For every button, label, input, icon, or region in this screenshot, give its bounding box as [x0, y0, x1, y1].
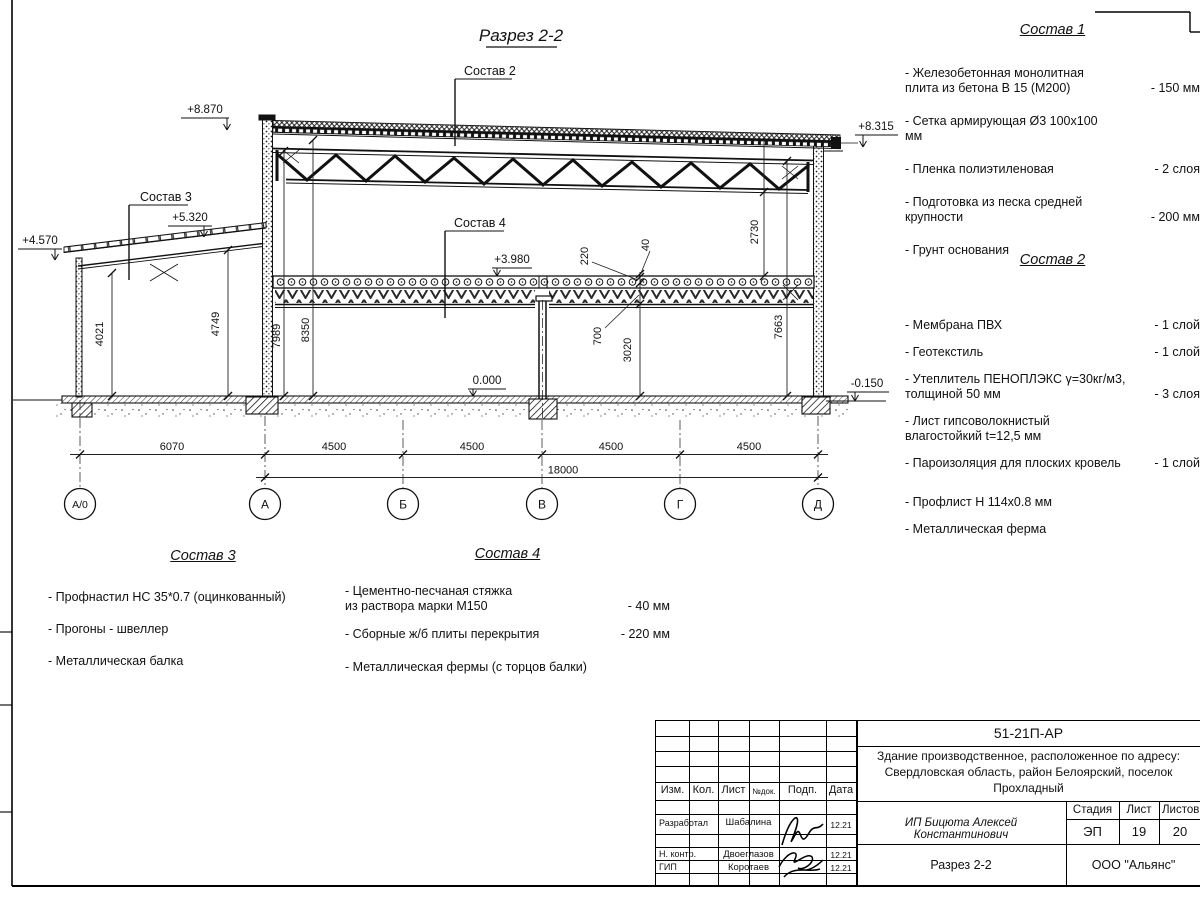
spec-item-qty: - 220 мм	[620, 627, 670, 641]
spec-item-qty: - 1 слой	[1154, 345, 1200, 359]
main-roof	[273, 120, 843, 151]
spec-item-name: - Прогоны - швеллер	[48, 622, 169, 636]
elev-0150-text: -0.150	[850, 378, 884, 390]
spec-item-qty: - 150 мм	[1150, 81, 1200, 95]
spec2-item-5	[905, 456, 1200, 471]
wall-axis-a0	[76, 258, 82, 397]
dim-4500-4: 4500	[736, 441, 762, 453]
tb-line	[656, 847, 856, 848]
dim-4021: 4021	[94, 321, 106, 347]
elev-3980	[492, 254, 532, 276]
spec-item-qty: - 200 мм	[1150, 210, 1200, 224]
dim-8350: 8350	[300, 317, 312, 343]
spec1-title: Состав 1	[1019, 22, 1086, 38]
tb-client: ИП Бицюта Алексей Константинович	[904, 817, 1018, 841]
spec-item-name: - Металлическая ферма	[905, 522, 1047, 536]
spec-item-qty: - 1 слой	[1154, 456, 1200, 470]
axis-a: А	[260, 497, 270, 512]
tb-line	[656, 860, 856, 861]
tb-doc-number: 51-21П-АР	[993, 725, 1064, 741]
axis-d: Д	[813, 497, 823, 512]
leader-sostav4: Состав 4	[454, 216, 506, 230]
dim-4500-2: 4500	[459, 441, 485, 453]
tb-name-korotaev: Коротаев	[727, 862, 770, 873]
tb-col-izm: Изм.	[660, 784, 685, 796]
spec-item-qty: - 40 мм	[627, 599, 670, 613]
second-floor	[273, 276, 814, 308]
spec2-item-4	[905, 414, 1200, 444]
spec4-title: Состав 4	[474, 546, 541, 562]
dim-7663: 7663	[773, 314, 785, 340]
annex-brace-mark	[150, 264, 178, 281]
tb-project-line3: Прохладный	[993, 781, 1064, 795]
tb-sheets-label: Листов	[1162, 804, 1200, 816]
roof-truss	[273, 149, 814, 194]
floor-truss-span2	[549, 290, 813, 303]
tb-name-shabalina: Шабалина	[725, 817, 772, 828]
elev-8870-text: +8.870	[187, 104, 223, 116]
spec-item-name: - Подготовка из песка средней крупности	[905, 195, 1083, 224]
signature-2	[776, 843, 826, 885]
tb-drawing-name: Разрез 2-2	[930, 857, 992, 872]
spec2-item-7	[905, 522, 1200, 537]
tb-line	[856, 746, 1200, 747]
tb-project-line2: Свердловская область, район Белоярский, поселок	[884, 765, 1173, 779]
spec-item-name: - Геотекстиль	[905, 345, 984, 359]
spec2-item-1	[905, 318, 1200, 333]
ground	[13, 396, 850, 418]
tb-project-line1: Здание производственное, расположенное по адресу:	[876, 749, 1181, 763]
dim-220: 220	[579, 246, 591, 266]
tb-col-data: Дата	[828, 784, 854, 796]
tb-col-podp: Подп.	[787, 784, 818, 796]
spec-item-name: - Железобетонная монолитная плита из бетона В 15 (М200)	[905, 66, 1084, 95]
tb-sheets-value: 20	[1172, 824, 1188, 839]
spec-item-name: - Цементно-песчаная стяжка из раствора марки М150	[345, 584, 513, 613]
tb-date-1: 12.21	[830, 820, 852, 830]
elev-4570-text: +4.570	[22, 235, 58, 247]
spec-item-name: - Пароизоляция для плоских кровель	[905, 456, 1121, 470]
section-title	[479, 26, 564, 47]
dim-2730: 2730	[749, 219, 761, 245]
elev-8870	[181, 104, 231, 130]
dim-3020: 3020	[622, 337, 634, 363]
vertical-dimensions	[94, 136, 791, 400]
spec4-item-1	[345, 584, 670, 614]
section-title-text: Разрез 2-2	[478, 26, 564, 45]
dim-18000: 18000	[547, 464, 579, 477]
tb-line	[1066, 819, 1200, 820]
dim-4500-1: 4500	[321, 441, 347, 453]
spec-item-name: - Мембрана ПВХ	[905, 318, 1003, 332]
elev-8315-text: +8.315	[858, 121, 894, 133]
spec-sostav-4	[345, 546, 670, 687]
axis-a0: А/0	[72, 499, 88, 511]
elev-0000	[468, 375, 506, 396]
elev-0000-text: 0.000	[472, 375, 502, 387]
tb-line	[656, 736, 856, 737]
tb-line	[656, 800, 856, 801]
axis-v: В	[537, 497, 547, 512]
tb-col-kol: Кол.	[692, 784, 715, 796]
dim-6070: 6070	[159, 441, 185, 453]
tb-stage-label: Стадия	[1072, 804, 1113, 816]
parapet-cap	[259, 115, 275, 120]
tb-sheet-value: 19	[1131, 824, 1147, 839]
spec3-item-3	[48, 654, 358, 669]
roof-edge-cap	[831, 137, 841, 149]
tb-line	[656, 873, 856, 874]
spec1-item-4	[905, 195, 1200, 225]
dim-4500-3: 4500	[598, 441, 624, 453]
tb-line	[656, 834, 856, 835]
spec3-title: Состав 3	[170, 548, 236, 564]
tb-line	[656, 782, 856, 783]
spec2-item-3	[905, 372, 1200, 402]
tb-company: ООО "Альянс"	[1091, 857, 1176, 872]
spec-item-name: - Профлист Н 114х0.8 мм	[905, 495, 1052, 509]
spec-item-name: - Грунт основания	[905, 243, 1010, 257]
spec-item-name: - Сетка армирующая Ø3 100х100 мм	[905, 114, 1098, 143]
tb-line	[656, 751, 856, 752]
dim-40: 40	[640, 238, 652, 252]
axis-g: Г	[676, 497, 684, 512]
tb-line	[656, 814, 856, 815]
spec-item-qty: - 1 слой	[1154, 318, 1200, 332]
tb-role-gip: ГИП	[659, 862, 677, 872]
spec-sostav-3	[48, 548, 358, 681]
spec-item-qty: - 2 слоя	[1154, 162, 1200, 176]
spec3-item-1	[48, 590, 358, 605]
spec-item-name: - Металлическая балка	[48, 654, 184, 668]
brace-mark-left	[283, 150, 299, 163]
spec2-item-2	[905, 345, 1200, 360]
dim-7989: 7989	[271, 323, 283, 349]
spec-item-name: - Утеплитель ПЕНОПЛЭКС γ=30кг/м3, толщиной 50 мм	[905, 372, 1126, 401]
spec1-item-3	[905, 162, 1200, 177]
tb-line	[656, 766, 856, 767]
wall-axis-d	[814, 136, 824, 397]
spec-item-name: - Металлическая фермы (с торцов балки)	[345, 660, 587, 674]
tb-stage-value: ЭП	[1083, 824, 1102, 839]
spec-item-name: - Сборные ж/б плиты перекрытия	[345, 627, 540, 641]
title-block	[655, 720, 1200, 886]
tb-date-3: 12.21	[830, 863, 852, 873]
elev-8315	[841, 121, 898, 147]
tb-name-dvoeglazov: Двоеглазов	[723, 849, 774, 860]
spec-item-name: - Лист гипсоволокнистый влагостойкий t=12,5 мм	[905, 414, 1050, 443]
spec2-item-6	[905, 495, 1200, 510]
wall-axis-a	[263, 118, 273, 397]
spec2-title: Состав 2	[1019, 252, 1086, 268]
dim-4749: 4749	[210, 311, 222, 337]
tb-col-ndok: №док.	[752, 787, 776, 796]
elev-3980-text: +3.980	[494, 254, 530, 266]
spec-sostav-2	[905, 252, 1200, 549]
annex-roof	[64, 223, 266, 282]
spec-item-name: - Пленка полиэтиленовая	[905, 162, 1054, 176]
spec-item-qty: - 3 слоя	[1154, 387, 1200, 401]
tb-line	[856, 801, 1200, 802]
spec1-item-2	[905, 114, 1200, 144]
tb-date-2: 12.21	[830, 850, 852, 860]
spec-sostav-1	[905, 22, 1200, 270]
dim-700: 700	[592, 326, 604, 346]
spec4-item-3	[345, 660, 670, 675]
leader-sostav2: Состав 2	[464, 64, 516, 78]
floor-truss-span1	[275, 290, 535, 303]
brace-mark-right	[782, 166, 798, 179]
elev-5320-text: +5.320	[172, 212, 208, 224]
tb-col-list: Лист	[721, 784, 746, 796]
axis-b: Б	[399, 497, 407, 512]
spec1-item-1	[905, 66, 1200, 96]
leader-sostav3: Состав 3	[140, 190, 192, 204]
tb-role-nkontr: Н. контр.	[659, 849, 697, 859]
spec-item-name: - Профнастил НС 35*0.7 (оцинкованный)	[48, 590, 286, 604]
spec3-item-2	[48, 622, 358, 637]
elev-4570	[18, 235, 62, 260]
axis-bubbles	[65, 489, 834, 520]
tb-role-razrabotal: Разработал	[659, 818, 708, 828]
tb-sheet-label: Лист	[1126, 804, 1152, 816]
elevation-marks	[18, 104, 898, 401]
spec4-item-2	[345, 627, 670, 642]
